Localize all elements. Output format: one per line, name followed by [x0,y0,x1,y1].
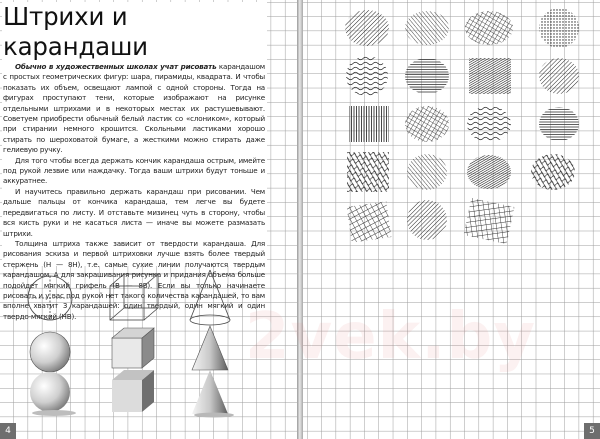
hatch-sample [405,106,449,142]
figures-svg [24,268,274,418]
hatch-sample [405,11,449,45]
hatch-sample [346,56,388,96]
hatch-sample [405,58,449,94]
left-page [0,0,297,439]
page-title: Штрихи и карандаши [3,2,148,61]
text-block [2,2,267,321]
hatch-sample [345,10,389,46]
paragraph-1 [3,62,265,156]
shaded-row [30,326,228,372]
hatch-sample [407,154,447,190]
hatch-sample [347,152,389,192]
final-row [30,370,234,418]
sketch-row [28,270,230,325]
hatch-sample [539,107,579,141]
hatching-svg [343,6,593,256]
paragraph-2: Для того чтобы всегда держать кончик карандаша острым, имейте под рукой лезвие или наждачку. Тогда ваши штрихи будут тоньше и аккуратнее. [3,155,265,186]
hatch-sample [464,198,515,244]
geometric-figures-illustration [24,268,274,418]
hatch-sample [469,58,511,94]
paragraph-3: И научитесь правильно держать карандаш при рисовании. Чем дальше пальцы от кончика карандаша, тем легче вы будете передвигаться по листу. И отставьте мизинец чуть в сторону, чтобы вся кисть руки и не касаться листа — иначе вы можете размазать штрихи. [3,186,265,238]
paragraph-4: Толщина штриха также зависит от твердости карандаша. Для рисования эскиза и первой штриховки лучше взять более твердый стержень (H — 8H), т.е. самые сухие линии получаются твердым карандашом. А для закрашивания рисунка и придания объема больше подойдет мягкий грифель (B — 8B). Если вы только начинаете рисовать и у вас под рукой нет такого количества карандашей, то вам вполне хватит 3 карандашей: один твердый, один мягкий и один твердо-мягкий (HB). [3,238,265,321]
hatch-sample [349,106,389,142]
paragraph-1-text: карандашом с простых геометрических фигур: шара, пирамиды, квадрата. И чтобы показать их объем, освещают лампой с одной стороны. Тогда на фигурах проступают тени, которые изображают на рисунке отдельными штрихами и в некоторых местах их растушевывают. Советуем приобрести обычный белый ластик со «слоником», который при стирании немного крошится. Скольными ластиками хорошо стирать по шероховатой бумаге, а жесткими можно стирать даже гелиевую ручку. [3,62,265,155]
page-number-right: 5 [584,423,600,439]
hatch-sample [407,200,447,240]
hatch-sample [539,58,579,94]
right-page [303,0,600,439]
hatch-sample [465,11,513,45]
hatch-sample [467,155,511,189]
paragraph-1-lead: Обычно в художественных школах учат рисовать [15,62,217,71]
hatch-sample [539,8,579,48]
page-number-left: 4 [0,423,16,439]
hatch-sample [531,154,575,190]
hatch-sample [467,106,511,142]
hatching-samples [343,6,593,256]
hatch-sample [347,201,392,242]
